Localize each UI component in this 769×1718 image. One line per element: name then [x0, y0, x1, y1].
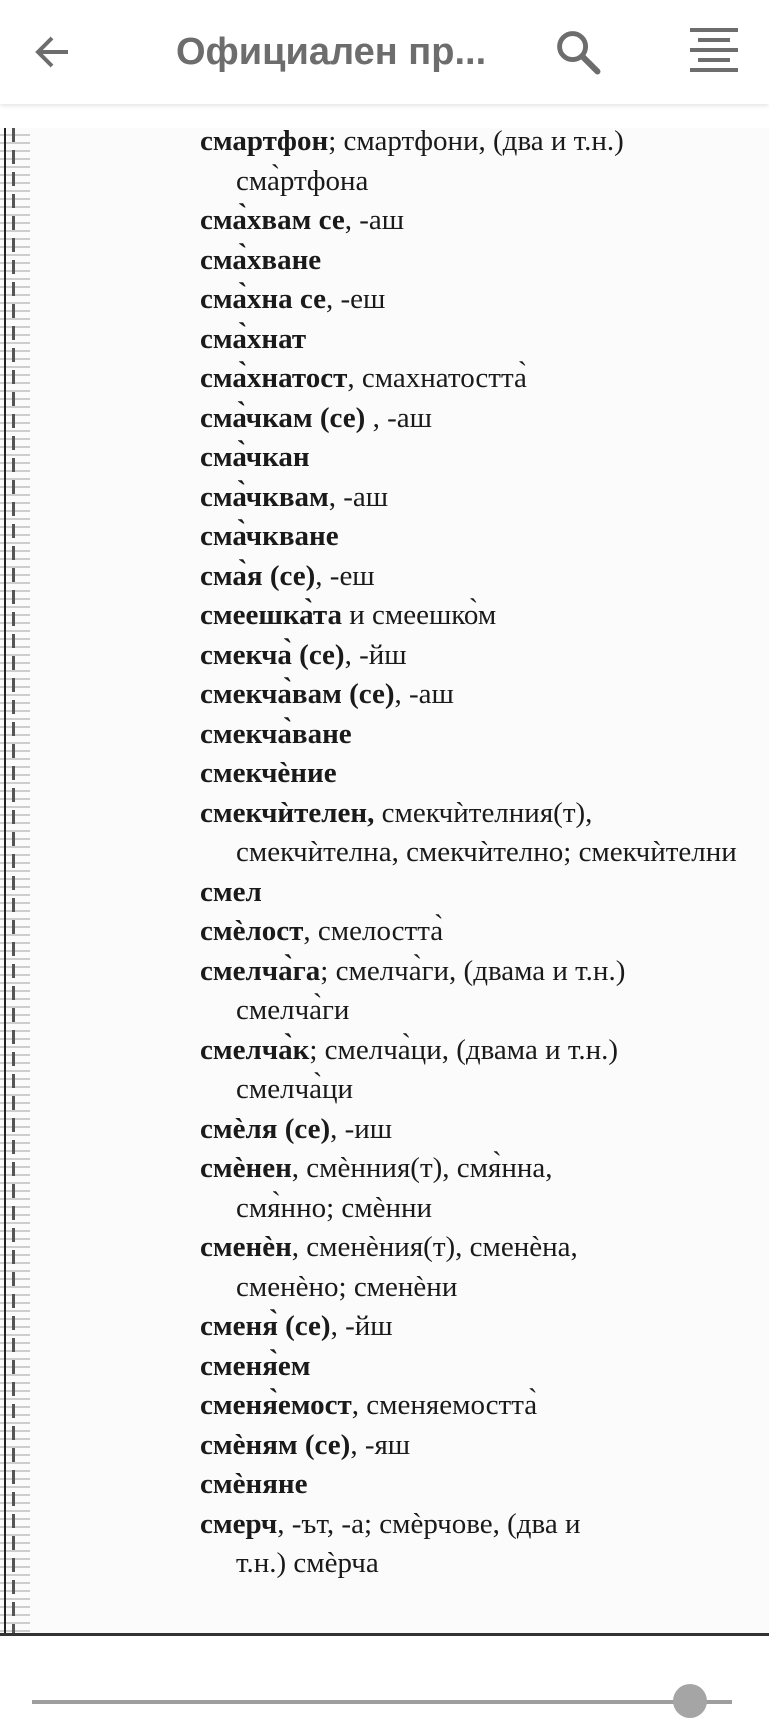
dictionary-entry: [200, 596, 760, 636]
entry-forms: , -еш: [315, 559, 375, 592]
entry-first-line: [200, 1426, 760, 1466]
entry-headword: смелча̀га: [200, 954, 321, 987]
back-button[interactable]: [14, 14, 90, 90]
entry-headword: смелча̀к: [200, 1033, 310, 1066]
dictionary-entry: [200, 399, 760, 439]
entry-headword: сменя̀ем: [200, 1349, 311, 1382]
entry-forms: , -йш: [330, 1310, 393, 1342]
entry-continuation: т.н.) смѐрча: [236, 1547, 379, 1579]
entry-continuation: сма̀ртфона: [236, 164, 369, 197]
entry-forms: , сменяемостта̀: [351, 1389, 538, 1421]
dictionary-entry: [200, 1031, 760, 1110]
page-slider-area: [0, 1636, 769, 1706]
dictionary-entry: [200, 675, 760, 715]
arrow-left-icon: [28, 28, 76, 76]
entry-first-line: [200, 478, 760, 518]
entry-forms: , -аш: [328, 480, 389, 513]
table-of-contents-button[interactable]: [676, 14, 752, 90]
entry-first-line: [200, 675, 760, 715]
entry-first-line: [200, 1110, 760, 1150]
entry-forms: , -аш: [394, 678, 454, 710]
entry-forms: , -яш: [350, 1428, 411, 1461]
search-button[interactable]: [540, 14, 616, 90]
entry-headword: смѐням (се): [200, 1428, 351, 1461]
dictionary-entry: [200, 636, 760, 676]
dictionary-entry: [200, 517, 760, 557]
entry-headword: сменя̀емост: [200, 1389, 352, 1421]
entry-headword: смекча̀ (се): [200, 638, 345, 671]
entry-headword: смерч: [200, 1507, 278, 1540]
entry-headword: сменя̀ (се): [200, 1310, 331, 1342]
dictionary-entry: [200, 1149, 760, 1228]
page-slider-track[interactable]: [32, 1700, 732, 1704]
entry-forms: , -ът, -а; смѐрчове, (два и: [277, 1507, 581, 1540]
search-icon: [552, 26, 604, 78]
entry-headword: смекча̀ване: [200, 717, 352, 750]
entry-forms: , смелостта̀: [303, 915, 444, 947]
entry-headword: сменѐн: [200, 1231, 292, 1263]
entry-first-line: [200, 128, 760, 162]
entry-first-line: [200, 359, 760, 399]
entry-first-line: [200, 1228, 760, 1268]
entry-continuation: смелча̀ци: [236, 1073, 354, 1105]
entry-forms: , -аш: [365, 401, 432, 434]
entry-headword: сма̀хване: [200, 243, 322, 276]
entry-headword: сма̀хнатост: [200, 362, 348, 394]
entry-first-line: [200, 1307, 760, 1347]
dictionary-entry: [200, 912, 760, 952]
entry-first-line: [200, 912, 760, 952]
entry-headword: сма̀чкам (се): [200, 401, 366, 434]
entry-continuation: смелча̀ги: [236, 994, 350, 1026]
dictionary-entry: [200, 1307, 760, 1347]
entry-first-line: [200, 280, 760, 320]
entry-first-line: [200, 1149, 760, 1189]
entry-forms: , -иш: [330, 1112, 393, 1145]
dictionary-entry: [200, 1426, 760, 1466]
entry-continuation: смекчѝтелна, смекчѝтелно; смекчѝтелни: [236, 836, 737, 868]
dictionary-entry: [200, 320, 760, 360]
entry-forms: , смахнатостта̀: [347, 362, 527, 394]
dictionary-entry: [200, 715, 760, 755]
entry-forms: смекчѝтелния(т),: [374, 796, 593, 829]
entry-forms: ; смелча̀ги, (двама и т.н.): [320, 954, 626, 987]
entry-headword: смекчѐние: [200, 757, 337, 789]
entry-forms: ; смелча̀ци, (двама и т.н.): [309, 1033, 619, 1066]
entry-first-line: [200, 1465, 760, 1505]
entry-headword: смѐлост: [200, 915, 304, 947]
entry-forms: ; смартфони, (два и т.н.): [328, 128, 624, 157]
dictionary-entry: [200, 241, 760, 281]
entry-first-line: [200, 320, 760, 360]
entry-headword: смѐнен: [200, 1152, 292, 1184]
app-bar: [0, 0, 769, 104]
entry-headword: смартфон: [200, 128, 329, 157]
entry-headword: смекча̀вам (се): [200, 678, 395, 710]
entry-first-line: [200, 596, 760, 636]
entry-continuation: смя̀нно; смѐнни: [236, 1191, 433, 1224]
dictionary-entry: [200, 280, 760, 320]
dictionary-entry: [200, 1228, 760, 1307]
entry-headword: сма̀чквам: [200, 480, 329, 513]
document-page[interactable]: [0, 128, 769, 1636]
entry-first-line: [200, 201, 760, 241]
dictionary-entry: [200, 1347, 760, 1387]
dictionary-entry: [200, 359, 760, 399]
entry-forms: , -аш: [344, 204, 405, 236]
entry-first-line: [200, 1386, 760, 1426]
entry-forms: , -еш: [325, 283, 386, 315]
entry-first-line: [200, 517, 760, 557]
scan-binding-edge: [0, 128, 30, 1636]
dictionary-entry: [200, 557, 760, 597]
dictionary-entry: [200, 1505, 760, 1584]
dictionary-entry: [200, 478, 760, 518]
entry-first-line: [200, 754, 760, 794]
entry-headword: смекчѝтелен,: [200, 796, 375, 829]
entry-forms: , смѐнния(т), смя̀нна,: [291, 1152, 553, 1184]
document-title: Официален пр...: [176, 31, 487, 73]
entry-headword: сма̀я (се): [200, 559, 316, 592]
dictionary-entry: [200, 1465, 760, 1505]
entry-first-line: [200, 1347, 760, 1387]
entry-first-line: [200, 557, 760, 597]
entry-headword: сма̀чкан: [200, 441, 310, 473]
entry-first-line: [200, 873, 760, 913]
dictionary-entry: [200, 794, 760, 873]
entry-first-line: [200, 636, 760, 676]
dictionary-entry: [200, 754, 760, 794]
entry-headword: сма̀хна се: [200, 283, 326, 315]
entry-headword: смѐняне: [200, 1468, 308, 1500]
entry-first-line: [200, 1031, 760, 1071]
dictionary-entry: [200, 128, 760, 201]
dictionary-entry: [200, 1386, 760, 1426]
dictionary-entry: [200, 873, 760, 913]
entry-forms: , -йш: [344, 638, 407, 671]
entry-first-line: [200, 399, 760, 439]
entry-first-line: [200, 438, 760, 478]
page-slider-thumb[interactable]: [673, 1684, 707, 1718]
entry-forms: , сменѐния(т), сменѐна,: [291, 1231, 578, 1263]
entry-first-line: [200, 1505, 760, 1545]
entry-headword: смел: [200, 875, 262, 908]
entry-headword: смѐля (се): [200, 1112, 331, 1145]
entry-continuation: сменѐно; сменѐни: [236, 1270, 458, 1303]
entry-first-line: [200, 715, 760, 755]
dictionary-entries: [200, 128, 760, 1584]
entry-headword: сма̀хвам се: [200, 204, 345, 236]
entry-first-line: [200, 794, 760, 834]
dictionary-entry: [200, 952, 760, 1031]
dictionary-entry: [200, 438, 760, 478]
entry-headword: сма̀хнат: [200, 322, 307, 355]
entry-first-line: [200, 952, 760, 992]
dictionary-entry: [200, 1110, 760, 1150]
entry-headword: смеешка̀та: [200, 599, 342, 631]
table-of-contents-icon: [687, 25, 741, 79]
entry-headword: сма̀чкване: [200, 520, 339, 552]
dictionary-entry: [200, 201, 760, 241]
entry-forms: и смеешко̀м: [341, 599, 497, 631]
entry-first-line: [200, 241, 760, 281]
